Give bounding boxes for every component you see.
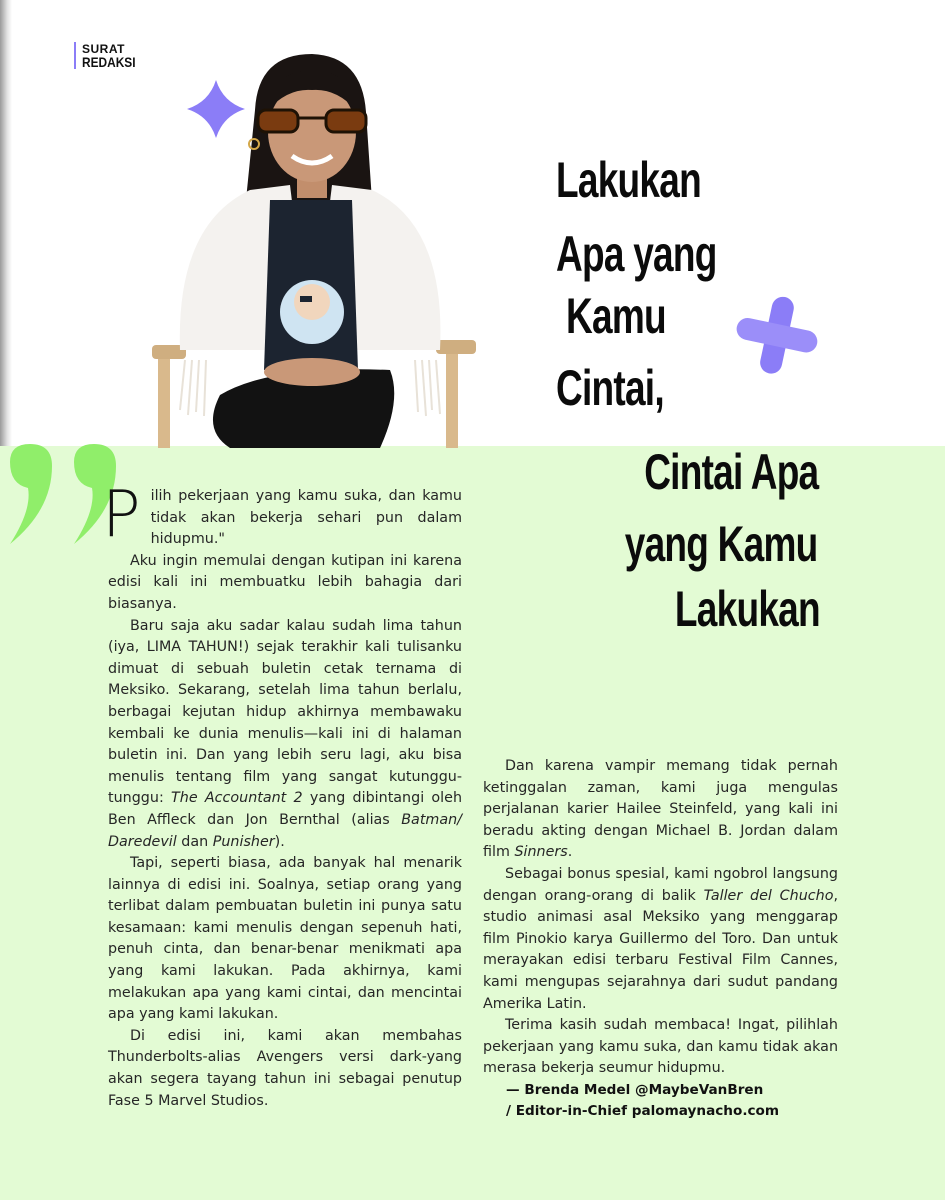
signature-role: / Editor-in-Chief palomaynacho.com	[506, 1103, 780, 1119]
section-label-line1: SURAT	[82, 42, 125, 56]
four-point-star-icon	[185, 78, 247, 140]
letter-column-1	[102, 478, 463, 1112]
headline-line-2: Apa yang	[556, 226, 717, 282]
paragraph-4: Tapi, seperti biasa, ada banyak hal menarik lainnya di edisi ini. Soalnya, setiap orang yang terlibat dalam pembuatan buletin ini punya satu kesamaan: kami menulis dengan sepenuh hati, penuh cinta, dan benar-benar menikmati apa yang kami lakukan. Pada akhirnya, kami melakukan apa yang kami cintai, dan mencintai apa yang kami lakukan.	[108, 855, 462, 1023]
paragraph-6: Dan karena vampir memang tidak pernah ketinggalan zaman, kami juga mengulas perjalanan karier Hailee Steinfeld, yang kali ini beradu akting dengan Michael B. Jordan dalam film Sinners.	[483, 758, 838, 861]
paragraph-7: Sebagai bonus spesial, kami ngobrol langsung dengan orang-orang di balik Taller del Chucho, studio animasi asal Meksiko yang menggarap film Pinokio karya Guillermo del Toro. Dan untuk merayakan edisi terbaru Festival Film Cannes, kami mengupas sejarahnya dari sudut pandang Amerika Latin.	[483, 865, 838, 1012]
plus-icon	[728, 290, 824, 380]
section-label	[74, 42, 145, 69]
paragraph-8: Terima kasih sudah membaca! Ingat, pilihlah pekerjaan yang kamu suka, dan kamu tidak akan merasa bekerja seumur hidupmu.	[483, 1017, 838, 1077]
letter-column-2	[483, 756, 838, 1080]
section-label-line2: REDAKSI	[82, 54, 136, 70]
headline-line-5: Cintai Apa	[643, 444, 818, 500]
paragraph-1: Pilih pekerjaan yang kamu suka, dan kamu tidak akan bekerja sehari pun dalam hidupmu."	[102, 478, 462, 552]
paragraph-3: Baru saja aku sadar kalau sudah lima tahun (iya, LIMA TAHUN!) sejak terakhir kali tulisanku dimuat di sebuah buletin cetak ternama di Meksiko. Sekarang, setelah lima tahun berlalu, berbagai kejutan hidup akhirnya membawaku kembali ke dunia menulis—kali ini di halaman buletin ini. Dan yang lebih seru lagi, aku bisa menulis tentang film yang sangat kutunggu-tunggu: The Accountant 2 yang dibintangi oleh Ben Affleck dan Jon Bernthal (alias Batman/ Daredevil dan Punisher).	[108, 617, 463, 850]
drop-cap: P	[102, 478, 141, 552]
headline-line-6: yang Kamu	[625, 516, 818, 572]
headline-line-7: Lakukan	[675, 581, 820, 637]
signature-name: — Brenda Medel @MaybeVanBren	[506, 1082, 764, 1098]
headline-line-1: Lakukan	[556, 152, 701, 208]
paragraph-5: Di edisi ini, kami akan membahas Thunderbolts-alias Avengers versi dark-yang akan segera tayang tahun ini sebagai penutup Fase 5 Marvel Studios.	[108, 1027, 462, 1109]
headline-line-4: Cintai,	[556, 360, 664, 416]
headline-line-3: Kamu	[566, 288, 666, 344]
paragraph-2: Aku ingin memulai dengan kutipan ini karena edisi kali ini membuatku lebih bahagia dari biasanya.	[108, 552, 462, 612]
